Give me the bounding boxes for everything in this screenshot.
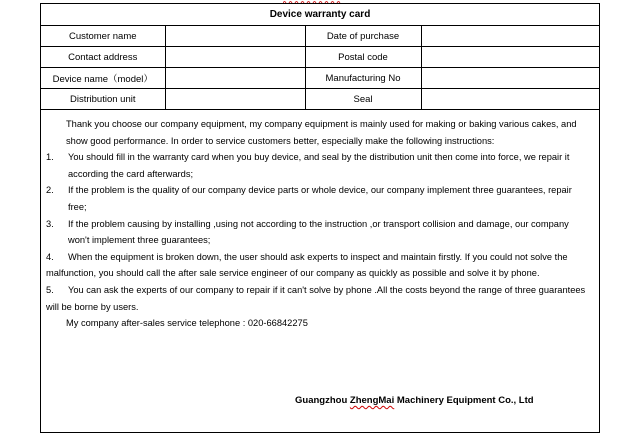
field-value-distribution-unit[interactable]: [165, 89, 305, 110]
item-text-continued: malfunction, you should call the after sale service engineer of our company as quickly as possible and solve it by phone.: [46, 268, 540, 279]
form-row: [41, 26, 599, 47]
company-name: [295, 395, 534, 406]
field-value-manufacturing-no[interactable]: [421, 68, 599, 89]
instruction-item: [46, 282, 598, 315]
title-row: [41, 4, 599, 26]
item-number: 5.: [46, 284, 54, 295]
company-suffix: Machinery Equipment Co., Ltd: [394, 395, 534, 406]
instruction-item: [46, 249, 598, 282]
item-text: You can ask the experts of our company to repair if it can't solve by phone .All the costs beyond the range of three guarantees: [68, 284, 586, 295]
intro-paragraph: Thank you choose our company equipment, my company equipment is mainly used for making or baking various cakes, and show good performance. In order to service customers better, especially make the following instructions:: [66, 119, 577, 146]
item-number: 4.: [46, 251, 54, 262]
item-text-continued: according the card afterwards;: [68, 168, 194, 179]
item-text-continued: free;: [68, 201, 87, 212]
field-value-customer-name[interactable]: [165, 26, 305, 47]
field-value-seal[interactable]: [421, 89, 599, 110]
instruction-item: [46, 149, 598, 182]
warranty-form-table: [41, 4, 599, 110]
form-row: [41, 47, 599, 68]
company-prefix: Guangzhou: [295, 395, 350, 406]
item-number: 2.: [46, 185, 54, 196]
form-row: [41, 68, 599, 89]
field-value-postal-code[interactable]: [421, 47, 599, 68]
field-label-distribution-unit: Distribution unit: [41, 89, 165, 110]
item-text: If the problem causing by installing ,using not according to the instruction ,or transport collision and damage, our company: [68, 218, 569, 229]
item-text-continued: will be borne by users.: [46, 301, 139, 312]
instructions-body: [46, 116, 598, 332]
company-brand: ZhengMai: [349, 395, 395, 406]
field-value-device-name[interactable]: [165, 68, 305, 89]
card-title: Device warranty card: [41, 4, 599, 26]
field-label-postal-code: Postal code: [305, 47, 421, 68]
item-text: When the equipment is broken down, the user should ask experts to inspect and maintain firstly. If you could not solve the: [68, 251, 568, 262]
warranty-card: [40, 3, 600, 433]
item-number: 1.: [46, 152, 54, 163]
field-label-manufacturing-no: Manufacturing No: [305, 68, 421, 89]
field-label-date-of-purchase: Date of purchase: [305, 26, 421, 47]
item-text-continued: won't implement three guarantees;: [68, 235, 211, 246]
item-text: If the problem is the quality of our company device parts or whole device, our company implement three guarantees, repair: [68, 185, 572, 196]
field-value-date-of-purchase[interactable]: [421, 26, 599, 47]
field-label-device-name: Device name（model）: [41, 68, 165, 89]
field-label-customer-name: Customer name: [41, 26, 165, 47]
instruction-item: [46, 182, 598, 215]
instruction-item: [46, 216, 598, 249]
field-label-seal: Seal: [305, 89, 421, 110]
form-row: [41, 89, 599, 110]
item-text: You should fill in the warranty card when you buy device, and seal by the distribution unit then come into force, we repair it: [68, 152, 570, 163]
field-label-contact-address: Contact address: [41, 47, 165, 68]
service-telephone: My company after-sales service telephone : 020-66842275: [66, 318, 308, 329]
field-value-contact-address[interactable]: [165, 47, 305, 68]
item-number: 3.: [46, 218, 54, 229]
